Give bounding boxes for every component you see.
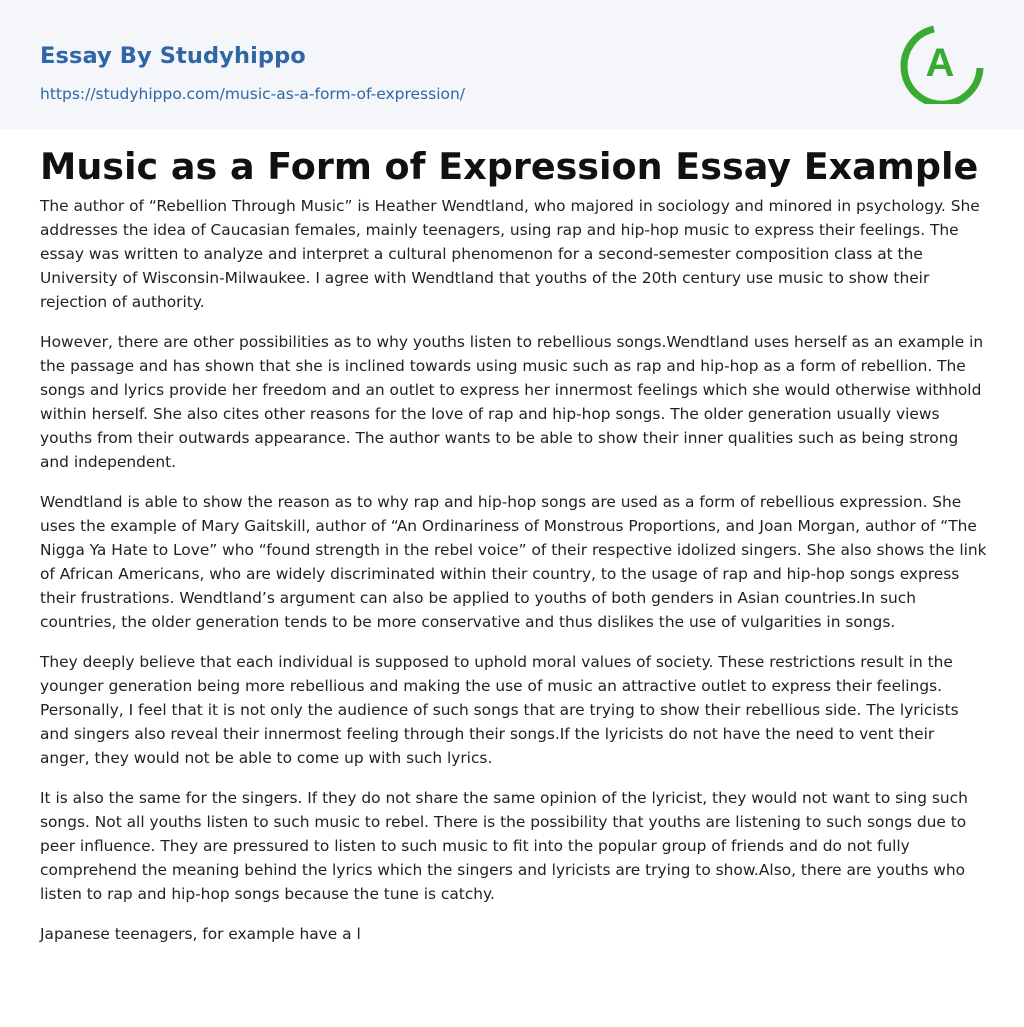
essay-paragraph-truncated: Japanese teenagers, for example have a l [40,925,361,943]
logo-letter: A [925,41,955,85]
essay-paragraph: They deeply believe that each individual is supposed to uphold moral values of society. These restrictions result in the younger generation being more rebellious and making the use of music an attractive outlet to express their feelings. Personally, I feel that it is not only the audience of such songs that are trying to show their rebellious side. The lyricists and singers also reveal their innermost feeling through their songs.If the lyricists do not have the need to vent their anger, they would not be able to come up with such lyrics. [40,653,959,767]
essay-paragraph: It is also the same for the singers. If they do not share the same opinion of the lyricist, they would not want to sing such songs. Not all youths listen to such music to rebel. There is the possibility that youths are listening to such songs due to peer influence. They are pressured to listen to such music to fit into the popular group of friends and do not fully comprehend the meaning behind the lyrics which the singers and lyricists are trying to show.Also, there are youths who listen to rap and hip-hop songs because the tune is catchy. [40,789,968,903]
essay-paragraph: The author of “Rebellion Through Music” is Heather Wendtland, who majored in sociology and minored in psychology. She addresses the idea of Caucasian females, mainly teenagers, using rap and hip-hop music to express their feelings. The essay was written to analyze and interpret a cultural phenomenon for a second-semester composition class at the University of Wisconsin-Milwaukee. I agree with Wendtland that youths of the 20th century use music to show their rejection of authority. [40,197,980,311]
essay-paragraph: However, there are other possibilities as to why youths listen to rebellious songs.Wendtland uses herself as an example in the passage and has shown that she is inclined towards using music such as rap and hip-hop as a form of rebellion. The songs and lyrics provide her freedom and an outlet to express her innermost feelings which she would otherwise withhold within herself. She also cites other reasons for the love of rap and hip-hop songs. The older generation usually views youths from their outwards appearance. The author wants to be able to show their inner qualities such as being strong and independent. [40,333,984,471]
essay-url-link[interactable]: https://studyhippo.com/music-as-a-form-of-expression/ [40,85,466,103]
studyhippo-logo-icon[interactable] [900,20,984,104]
essay-title: Music as a Form of Expression Essay Example [40,145,979,188]
essay-body [40,194,988,962]
site-header [0,0,1024,129]
site-brand[interactable]: Essay By Studyhippo [40,43,306,69]
essay-paragraph: Wendtland is able to show the reason as to why rap and hip-hop songs are used as a form of rebellious expression. She uses the example of Mary Gaitskill, author of “An Ordinariness of Monstrous Proportions, and Joan Morgan, author of “The Nigga Ya Hate to Love” who “found strength in the rebel voice” of their respective idolized singers. She also shows the link of African Americans, who are widely discriminated within their country, to the usage of rap and hip-hop songs express their frustrations. Wendtland’s argument can also be applied to youths of both genders in Asian countries.In such countries, the older generation tends to be more conservative and thus dislikes the use of vulgarities in songs. [40,493,987,631]
